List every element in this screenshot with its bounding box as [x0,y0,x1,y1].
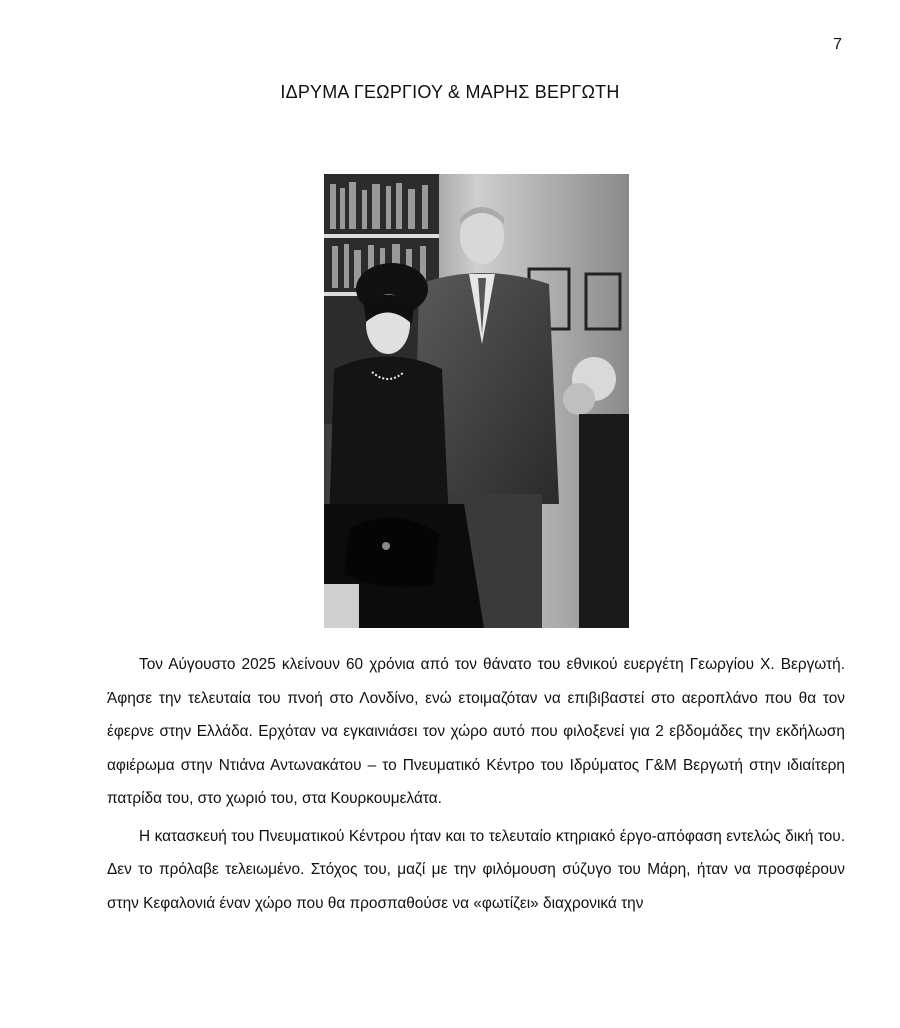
page-number: 7 [833,36,842,53]
paragraph-2: Η κατασκευή του Πνευματικού Κέντρου ήταν και το τελευταίο κτηριακό έργο-απόφαση εντελώς δική του. Δεν το πρόλαβε τελειωμένο. Στόχος του, μαζί με την φιλόμουση σύζυγο του Μάρη, ήταν να προσφέρουν στην Κεφαλονιά έναν χώρο που θα προσπαθούσε να «φωτίζει» διαχρονικά την [107,827,845,912]
paragraph-1: Τον Αύγουστο 2025 κλείνουν 60 χρόνια από τον θάνατο του εθνικού ευεργέτη Γεωργίου Χ. Βεργωτή. Άφησε την τελευταία του πνοή στο Λονδίνο, ενώ ετοιμαζόταν να επιβιβαστεί στο αεροπλάνο που θα τον έφερνε στην Ελλάδα. Ερχόταν να εγκαινιάσει τον χώρο αυτό που φιλοξενεί για 2 εβδομάδες την εκδήλωση αφιέρωμα στην Ντιάνα Αντωνακάτου – το Πνευματικό Κέντρο του Ιδρύματος Γ&Μ Βεργωτή στην ιδιαίτερη πατρίδα του, στο χωριό του, στα Κουρκουμελάτα. [107,656,845,807]
couple-photo [324,174,629,628]
header-title: ΙΔΡΥΜΑ ΓΕΩΡΓΙΟΥ & ΜΑΡΗΣ ΒΕΡΓΩΤΗ [280,82,620,102]
body-text [107,648,845,924]
